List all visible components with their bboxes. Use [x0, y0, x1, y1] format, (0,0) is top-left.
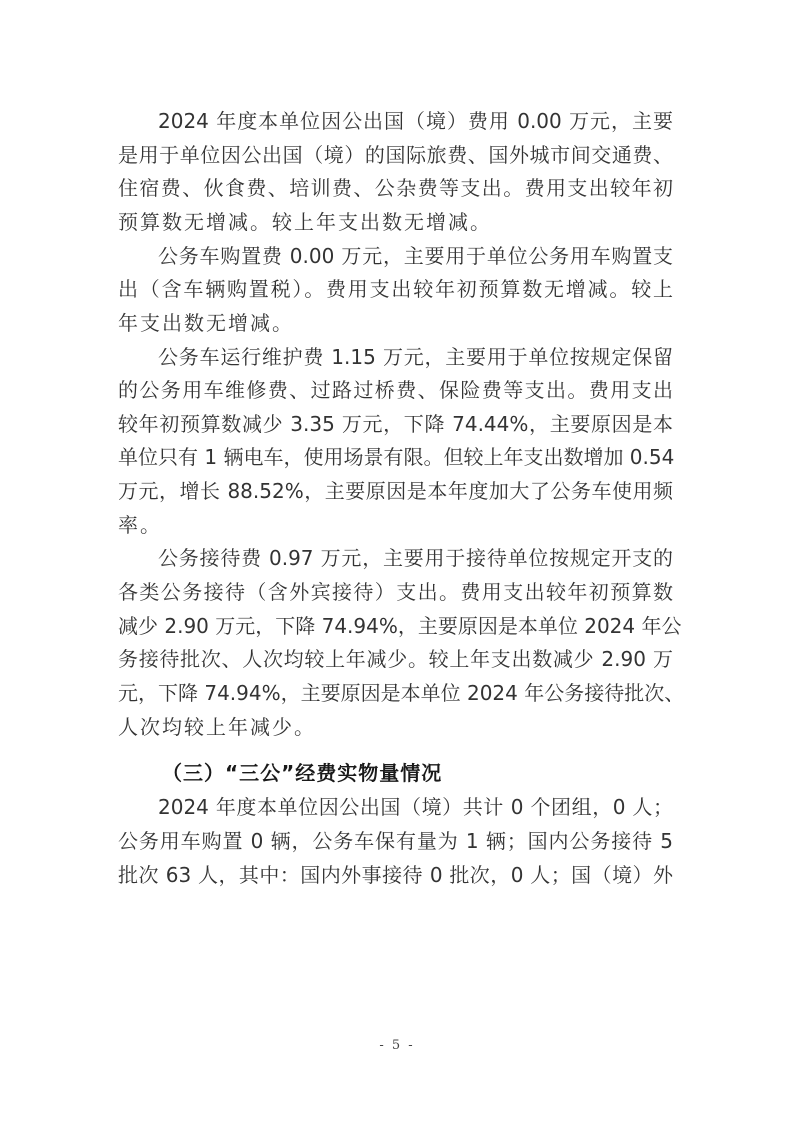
paragraph-reception-line-5: 元，下降 74.94%，主要原因是本单位 2024 年公务接待批次、 — [118, 681, 685, 705]
paragraph-vehicle-purchase-line-2: 出（含车辆购置税）。费用支出较年初预算数无增减。较上 — [118, 277, 673, 301]
paragraph-vehicle-operation-line-5: 万元，增长 88.52%，主要原因是本年度加大了公务车使用频 — [118, 479, 673, 503]
paragraph-reception-line-6: 人次均较上年减少。 — [118, 715, 316, 739]
paragraph-outbound-travel-line-2: 是用于单位因公出国（境）的国际旅费、国外城市间交通费、 — [118, 143, 673, 167]
paragraph-reception-line-2: 各类公务接待（含外宾接待）支出。费用支出较年初预算数 — [118, 580, 673, 604]
paragraph-reception-line-1: 公务接待费 0.97 万元，主要用于接待单位按规定开支的 — [158, 546, 673, 570]
paragraph-vehicle-operation-line-1: 公务车运行维护费 1.15 万元，主要用于单位按规定保留 — [158, 345, 673, 369]
paragraph-outbound-travel-line-3: 住宿费、伙食费、培训费、公杂费等支出。费用支出较年初 — [118, 176, 673, 200]
paragraph-reception-line-4: 务接待批次、人次均较上年减少。较上年支出数减少 2.90 万 — [118, 647, 673, 671]
paragraph-physical-quantity-line-1: 2024 年度本单位因公出国（境）共计 0 个团组，0 人； — [158, 795, 673, 819]
paragraph-vehicle-operation-line-3: 较年初预算数减少 3.35 万元，下降 74.44%，主要原因是本 — [118, 412, 673, 436]
paragraph-physical-quantity-line-2: 公务用车购置 0 辆，公务车保有量为 1 辆；国内公务接待 5 — [118, 829, 673, 853]
paragraph-outbound-travel-line-1: 2024 年度本单位因公出国（境）费用 0.00 万元，主要 — [158, 109, 673, 133]
paragraph-reception-line-3: 减少 2.90 万元，下降 74.94%，主要原因是本单位 2024 年公 — [118, 614, 682, 638]
paragraph-vehicle-purchase-line-3: 年支出数无增减。 — [118, 311, 294, 335]
page-number: - 5 - — [379, 1038, 415, 1053]
section-heading: （三）“三公”经费实物量情况 — [162, 761, 443, 785]
paragraph-vehicle-operation-line-6: 率。 — [118, 513, 162, 537]
paragraph-physical-quantity-line-3: 批次 63 人，其中：国内外事接待 0 批次，0 人；国（境）外 — [118, 863, 673, 887]
paragraph-vehicle-purchase-line-1: 公务车购置费 0.00 万元，主要用于单位公务用车购置支 — [158, 244, 673, 268]
paragraph-vehicle-operation-line-2: 的公务用车维修费、过路过桥费、保险费等支出。费用支出 — [118, 378, 673, 402]
paragraph-vehicle-operation-line-4: 单位只有 1 辆电车，使用场景有限。但较上年支出数增加 0.54 — [118, 445, 675, 469]
paragraph-outbound-travel-line-4: 预算数无增减。较上年支出数无增减。 — [118, 210, 492, 234]
